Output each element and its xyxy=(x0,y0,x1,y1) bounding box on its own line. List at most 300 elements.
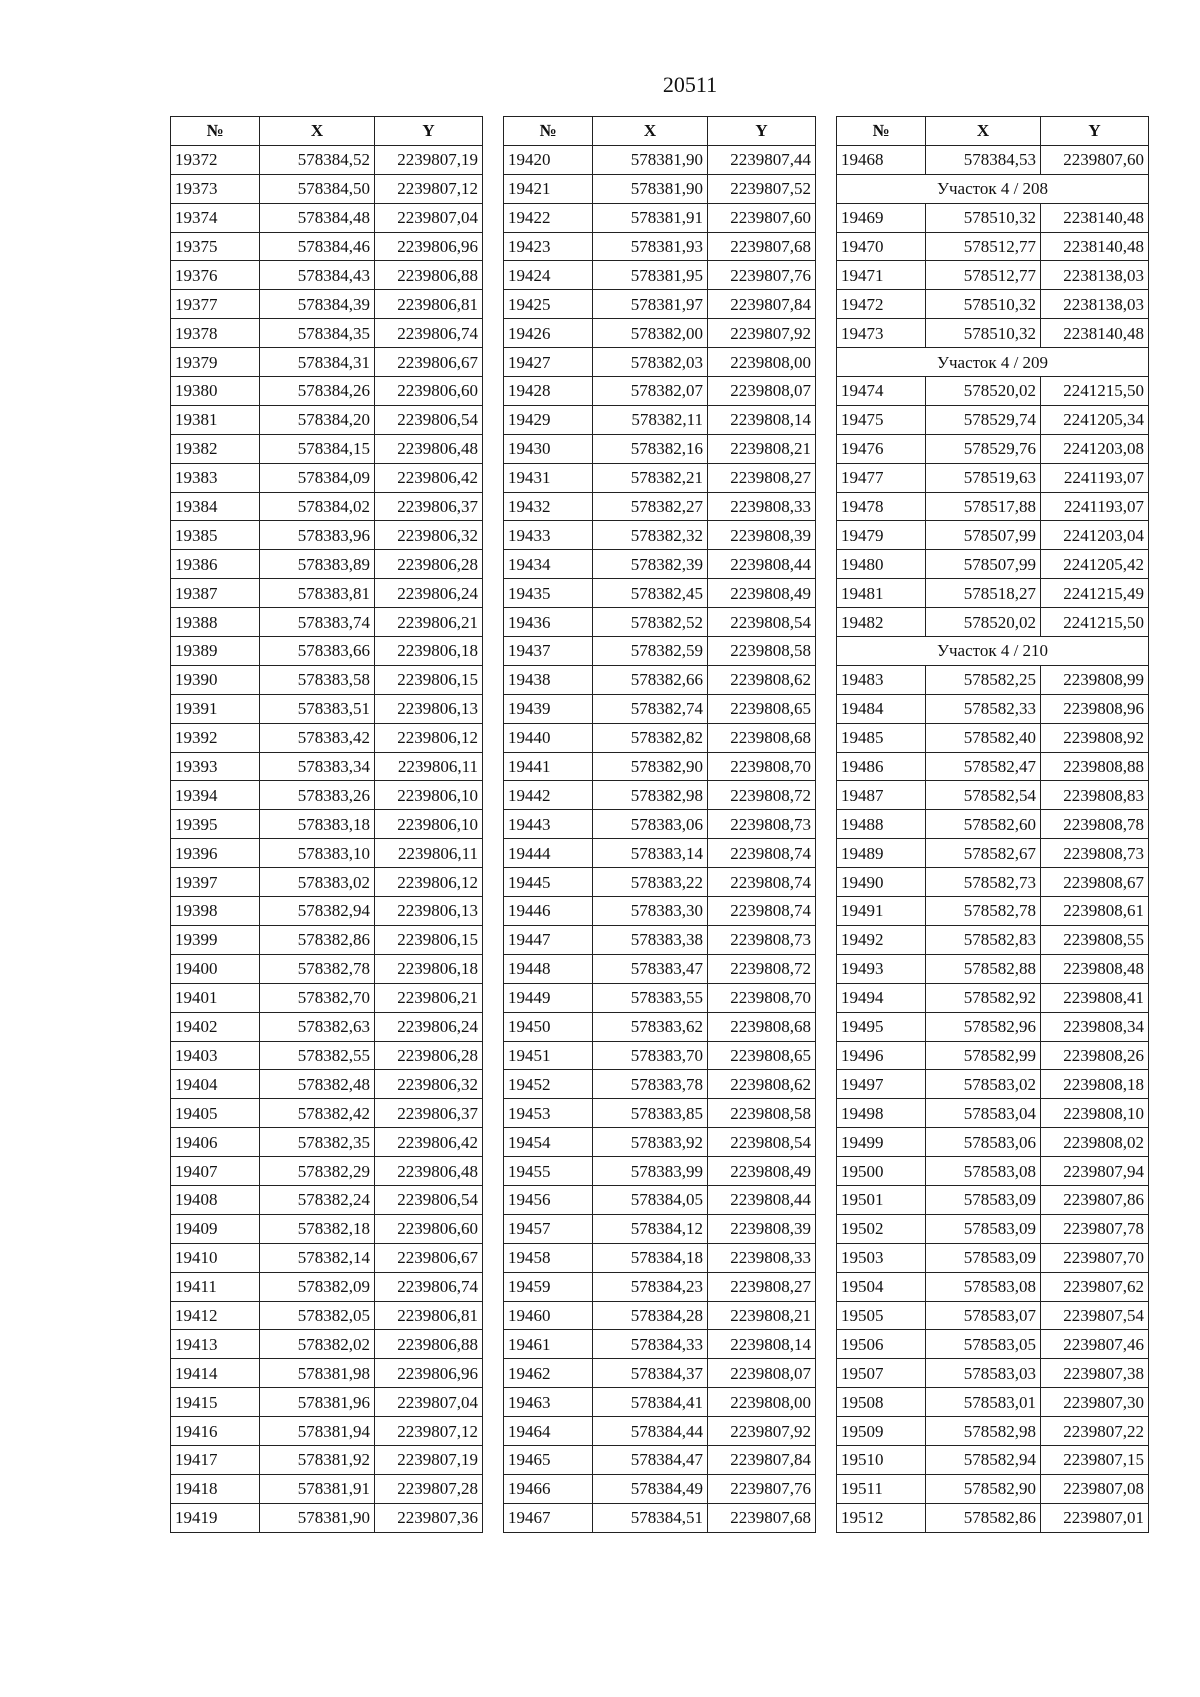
y-coordinate-cell: 2239807,44 xyxy=(708,145,816,174)
table-row xyxy=(837,261,1149,290)
y-coordinate-cell: 2239808,48 xyxy=(1041,954,1149,983)
point-number-cell: 19453 xyxy=(504,1099,593,1128)
y-coordinate-cell: 2239808,54 xyxy=(708,608,816,637)
table-row xyxy=(504,550,816,579)
table-row xyxy=(837,868,1149,897)
point-number-cell: 19442 xyxy=(504,781,593,810)
x-coordinate-cell: 578384,52 xyxy=(260,145,375,174)
point-number-cell: 19410 xyxy=(171,1243,260,1272)
y-coordinate-cell: 2239806,11 xyxy=(375,839,483,868)
x-coordinate-cell: 578381,94 xyxy=(260,1417,375,1446)
table-row xyxy=(504,810,816,839)
table-row xyxy=(837,983,1149,1012)
table-row xyxy=(504,1474,816,1503)
x-coordinate-cell: 578384,51 xyxy=(593,1503,708,1532)
table-row xyxy=(171,637,483,666)
y-coordinate-cell: 2241215,49 xyxy=(1041,579,1149,608)
point-number-cell: 19389 xyxy=(171,637,260,666)
y-coordinate-cell: 2239806,32 xyxy=(375,521,483,550)
table-row xyxy=(504,1214,816,1243)
point-number-cell: 19426 xyxy=(504,319,593,348)
point-number-cell: 19402 xyxy=(171,1012,260,1041)
table-row xyxy=(171,781,483,810)
x-coordinate-cell: 578382,74 xyxy=(593,694,708,723)
x-coordinate-cell: 578383,92 xyxy=(593,1128,708,1157)
x-coordinate-cell: 578382,05 xyxy=(260,1301,375,1330)
x-coordinate-cell: 578383,06 xyxy=(593,810,708,839)
point-number-cell: 19484 xyxy=(837,694,926,723)
point-number-cell: 19483 xyxy=(837,665,926,694)
section-title: Участок 4 / 208 xyxy=(837,174,1149,203)
table-row xyxy=(504,694,816,723)
y-coordinate-cell: 2239808,41 xyxy=(1041,983,1149,1012)
x-coordinate-cell: 578583,01 xyxy=(926,1388,1041,1417)
x-coordinate-cell: 578381,96 xyxy=(260,1388,375,1417)
table-row xyxy=(837,954,1149,983)
point-number-cell: 19435 xyxy=(504,579,593,608)
y-coordinate-cell: 2239807,70 xyxy=(1041,1243,1149,1272)
section-title: Участок 4 / 209 xyxy=(837,348,1149,377)
x-coordinate-cell: 578383,14 xyxy=(593,839,708,868)
table-header-row xyxy=(171,117,483,146)
table-row xyxy=(504,377,816,406)
point-number-cell: 19440 xyxy=(504,723,593,752)
table-header-row xyxy=(837,117,1149,146)
x-coordinate-cell: 578384,43 xyxy=(260,261,375,290)
section-title: Участок 4 / 210 xyxy=(837,637,1149,666)
y-coordinate-cell: 2239808,39 xyxy=(708,521,816,550)
point-number-cell: 19471 xyxy=(837,261,926,290)
x-coordinate-cell: 578381,90 xyxy=(593,174,708,203)
y-coordinate-cell: 2238140,48 xyxy=(1041,319,1149,348)
table-row xyxy=(171,145,483,174)
point-number-cell: 19443 xyxy=(504,810,593,839)
y-coordinate-cell: 2239807,12 xyxy=(375,1417,483,1446)
x-coordinate-cell: 578510,32 xyxy=(926,290,1041,319)
point-number-cell: 19377 xyxy=(171,290,260,319)
point-number-cell: 19499 xyxy=(837,1128,926,1157)
point-number-cell: 19372 xyxy=(171,145,260,174)
x-coordinate-cell: 578383,70 xyxy=(593,1041,708,1070)
column-header-x: X xyxy=(926,117,1041,146)
x-coordinate-cell: 578382,16 xyxy=(593,434,708,463)
x-coordinate-cell: 578383,47 xyxy=(593,954,708,983)
y-coordinate-cell: 2239808,14 xyxy=(708,405,816,434)
y-coordinate-cell: 2239807,84 xyxy=(708,290,816,319)
y-coordinate-cell: 2239807,19 xyxy=(375,145,483,174)
x-coordinate-cell: 578383,22 xyxy=(593,868,708,897)
point-number-cell: 19401 xyxy=(171,983,260,1012)
point-number-cell: 19433 xyxy=(504,521,593,550)
x-coordinate-cell: 578381,97 xyxy=(593,290,708,319)
table-row xyxy=(504,608,816,637)
column-header-y: Y xyxy=(1041,117,1149,146)
table-row xyxy=(504,868,816,897)
y-coordinate-cell: 2239808,74 xyxy=(708,897,816,926)
y-coordinate-cell: 2239807,86 xyxy=(1041,1185,1149,1214)
y-coordinate-cell: 2239808,62 xyxy=(708,665,816,694)
point-number-cell: 19405 xyxy=(171,1099,260,1128)
point-number-cell: 19455 xyxy=(504,1157,593,1186)
point-number-cell: 19394 xyxy=(171,781,260,810)
table-row xyxy=(504,492,816,521)
table-row xyxy=(837,694,1149,723)
table-row xyxy=(837,434,1149,463)
point-number-cell: 19505 xyxy=(837,1301,926,1330)
point-number-cell: 19512 xyxy=(837,1503,926,1532)
x-coordinate-cell: 578518,27 xyxy=(926,579,1041,608)
x-coordinate-cell: 578382,07 xyxy=(593,377,708,406)
table-row xyxy=(171,810,483,839)
x-coordinate-cell: 578582,98 xyxy=(926,1417,1041,1446)
x-coordinate-cell: 578384,20 xyxy=(260,405,375,434)
y-coordinate-cell: 2239806,54 xyxy=(375,1185,483,1214)
point-number-cell: 19421 xyxy=(504,174,593,203)
point-number-cell: 19491 xyxy=(837,897,926,926)
table-row xyxy=(837,665,1149,694)
column-header-y: Y xyxy=(375,117,483,146)
y-coordinate-cell: 2239808,88 xyxy=(1041,752,1149,781)
x-coordinate-cell: 578383,30 xyxy=(593,897,708,926)
x-coordinate-cell: 578582,86 xyxy=(926,1503,1041,1532)
point-number-cell: 19460 xyxy=(504,1301,593,1330)
point-number-cell: 19438 xyxy=(504,665,593,694)
x-coordinate-cell: 578381,93 xyxy=(593,232,708,261)
x-coordinate-cell: 578384,12 xyxy=(593,1214,708,1243)
x-coordinate-cell: 578382,42 xyxy=(260,1099,375,1128)
y-coordinate-cell: 2239806,54 xyxy=(375,405,483,434)
point-number-cell: 19415 xyxy=(171,1388,260,1417)
point-number-cell: 19386 xyxy=(171,550,260,579)
table-row xyxy=(837,839,1149,868)
point-number-cell: 19509 xyxy=(837,1417,926,1446)
table-row xyxy=(171,1272,483,1301)
point-number-cell: 19382 xyxy=(171,434,260,463)
coordinate-table-3 xyxy=(836,116,1149,1533)
table-row xyxy=(837,550,1149,579)
x-coordinate-cell: 578519,63 xyxy=(926,463,1041,492)
table-row xyxy=(171,290,483,319)
y-coordinate-cell: 2238138,03 xyxy=(1041,290,1149,319)
y-coordinate-cell: 2239806,81 xyxy=(375,290,483,319)
x-coordinate-cell: 578383,10 xyxy=(260,839,375,868)
table-row xyxy=(837,1214,1149,1243)
point-number-cell: 19473 xyxy=(837,319,926,348)
x-coordinate-cell: 578382,63 xyxy=(260,1012,375,1041)
x-coordinate-cell: 578583,08 xyxy=(926,1272,1041,1301)
point-number-cell: 19479 xyxy=(837,521,926,550)
y-coordinate-cell: 2239807,46 xyxy=(1041,1330,1149,1359)
table-row xyxy=(171,203,483,232)
x-coordinate-cell: 578381,90 xyxy=(593,145,708,174)
point-number-cell: 19500 xyxy=(837,1157,926,1186)
table-row xyxy=(171,492,483,521)
x-coordinate-cell: 578582,99 xyxy=(926,1041,1041,1070)
y-coordinate-cell: 2239806,11 xyxy=(375,752,483,781)
point-number-cell: 19419 xyxy=(171,1503,260,1532)
y-coordinate-cell: 2239808,34 xyxy=(1041,1012,1149,1041)
y-coordinate-cell: 2239808,92 xyxy=(1041,723,1149,752)
column-header-number: № xyxy=(837,117,926,146)
x-coordinate-cell: 578382,09 xyxy=(260,1272,375,1301)
x-coordinate-cell: 578582,54 xyxy=(926,781,1041,810)
table-row xyxy=(504,1012,816,1041)
x-coordinate-cell: 578383,74 xyxy=(260,608,375,637)
point-number-cell: 19511 xyxy=(837,1474,926,1503)
table-row xyxy=(171,550,483,579)
y-coordinate-cell: 2239807,68 xyxy=(708,1503,816,1532)
point-number-cell: 19498 xyxy=(837,1099,926,1128)
point-number-cell: 19464 xyxy=(504,1417,593,1446)
x-coordinate-cell: 578384,53 xyxy=(926,145,1041,174)
point-number-cell: 19452 xyxy=(504,1070,593,1099)
y-coordinate-cell: 2239808,49 xyxy=(708,579,816,608)
x-coordinate-cell: 578529,74 xyxy=(926,405,1041,434)
table-row xyxy=(504,954,816,983)
table-row xyxy=(171,1012,483,1041)
y-coordinate-cell: 2239806,24 xyxy=(375,1012,483,1041)
table-row xyxy=(504,319,816,348)
point-number-cell: 19504 xyxy=(837,1272,926,1301)
point-number-cell: 19486 xyxy=(837,752,926,781)
point-number-cell: 19408 xyxy=(171,1185,260,1214)
table-row xyxy=(504,665,816,694)
y-coordinate-cell: 2239808,72 xyxy=(708,954,816,983)
x-coordinate-cell: 578384,39 xyxy=(260,290,375,319)
point-number-cell: 19465 xyxy=(504,1445,593,1474)
x-coordinate-cell: 578507,99 xyxy=(926,521,1041,550)
x-coordinate-cell: 578382,00 xyxy=(593,319,708,348)
x-coordinate-cell: 578383,78 xyxy=(593,1070,708,1099)
y-coordinate-cell: 2239808,33 xyxy=(708,1243,816,1272)
x-coordinate-cell: 578512,77 xyxy=(926,232,1041,261)
table-row xyxy=(837,232,1149,261)
x-coordinate-cell: 578384,15 xyxy=(260,434,375,463)
x-coordinate-cell: 578383,02 xyxy=(260,868,375,897)
y-coordinate-cell: 2239806,21 xyxy=(375,983,483,1012)
point-number-cell: 19492 xyxy=(837,925,926,954)
table-row xyxy=(504,348,816,377)
table-row xyxy=(171,1359,483,1388)
table-row xyxy=(171,694,483,723)
point-number-cell: 19487 xyxy=(837,781,926,810)
point-number-cell: 19429 xyxy=(504,405,593,434)
y-coordinate-cell: 2239806,37 xyxy=(375,1099,483,1128)
point-number-cell: 19468 xyxy=(837,145,926,174)
point-number-cell: 19454 xyxy=(504,1128,593,1157)
table-row xyxy=(504,579,816,608)
x-coordinate-cell: 578382,48 xyxy=(260,1070,375,1099)
point-number-cell: 19422 xyxy=(504,203,593,232)
y-coordinate-cell: 2239806,67 xyxy=(375,348,483,377)
y-coordinate-cell: 2239807,08 xyxy=(1041,1474,1149,1503)
table-row xyxy=(171,723,483,752)
x-coordinate-cell: 578382,02 xyxy=(260,1330,375,1359)
x-coordinate-cell: 578583,09 xyxy=(926,1243,1041,1272)
y-coordinate-cell: 2239808,00 xyxy=(708,348,816,377)
point-number-cell: 19449 xyxy=(504,983,593,1012)
y-coordinate-cell: 2239807,92 xyxy=(708,1417,816,1446)
point-number-cell: 19406 xyxy=(171,1128,260,1157)
x-coordinate-cell: 578583,02 xyxy=(926,1070,1041,1099)
x-coordinate-cell: 578384,26 xyxy=(260,377,375,406)
x-coordinate-cell: 578583,06 xyxy=(926,1128,1041,1157)
point-number-cell: 19420 xyxy=(504,145,593,174)
point-number-cell: 19399 xyxy=(171,925,260,954)
point-number-cell: 19391 xyxy=(171,694,260,723)
table-row xyxy=(504,145,816,174)
table-row xyxy=(171,954,483,983)
point-number-cell: 19444 xyxy=(504,839,593,868)
table-row xyxy=(171,925,483,954)
y-coordinate-cell: 2239807,01 xyxy=(1041,1503,1149,1532)
point-number-cell: 19461 xyxy=(504,1330,593,1359)
y-coordinate-cell: 2239806,24 xyxy=(375,579,483,608)
y-coordinate-cell: 2239806,48 xyxy=(375,434,483,463)
point-number-cell: 19439 xyxy=(504,694,593,723)
point-number-cell: 19480 xyxy=(837,550,926,579)
point-number-cell: 19446 xyxy=(504,897,593,926)
x-coordinate-cell: 578384,02 xyxy=(260,492,375,521)
table-row xyxy=(171,1070,483,1099)
point-number-cell: 19472 xyxy=(837,290,926,319)
y-coordinate-cell: 2241215,50 xyxy=(1041,608,1149,637)
point-number-cell: 19418 xyxy=(171,1474,260,1503)
point-number-cell: 19466 xyxy=(504,1474,593,1503)
table-row xyxy=(504,1243,816,1272)
table-row xyxy=(171,1445,483,1474)
point-number-cell: 19459 xyxy=(504,1272,593,1301)
point-number-cell: 19462 xyxy=(504,1359,593,1388)
point-number-cell: 19427 xyxy=(504,348,593,377)
y-coordinate-cell: 2239808,27 xyxy=(708,1272,816,1301)
table-row xyxy=(837,1330,1149,1359)
x-coordinate-cell: 578583,09 xyxy=(926,1185,1041,1214)
x-coordinate-cell: 578383,42 xyxy=(260,723,375,752)
column-header-number: № xyxy=(171,117,260,146)
point-number-cell: 19417 xyxy=(171,1445,260,1474)
x-coordinate-cell: 578384,28 xyxy=(593,1301,708,1330)
x-coordinate-cell: 578529,76 xyxy=(926,434,1041,463)
point-number-cell: 19409 xyxy=(171,1214,260,1243)
x-coordinate-cell: 578382,35 xyxy=(260,1128,375,1157)
x-coordinate-cell: 578384,31 xyxy=(260,348,375,377)
y-coordinate-cell: 2241193,07 xyxy=(1041,463,1149,492)
column-header-x: X xyxy=(593,117,708,146)
y-coordinate-cell: 2239807,84 xyxy=(708,1445,816,1474)
x-coordinate-cell: 578583,04 xyxy=(926,1099,1041,1128)
x-coordinate-cell: 578383,81 xyxy=(260,579,375,608)
y-coordinate-cell: 2239808,07 xyxy=(708,377,816,406)
point-number-cell: 19400 xyxy=(171,954,260,983)
table-row xyxy=(504,1359,816,1388)
x-coordinate-cell: 578383,55 xyxy=(593,983,708,1012)
point-number-cell: 19475 xyxy=(837,405,926,434)
table-row xyxy=(837,1272,1149,1301)
table-row xyxy=(837,1445,1149,1474)
x-coordinate-cell: 578382,24 xyxy=(260,1185,375,1214)
table-row xyxy=(504,521,816,550)
table-row xyxy=(504,1330,816,1359)
x-coordinate-cell: 578382,14 xyxy=(260,1243,375,1272)
table-row xyxy=(171,1301,483,1330)
x-coordinate-cell: 578382,66 xyxy=(593,665,708,694)
x-coordinate-cell: 578507,99 xyxy=(926,550,1041,579)
table-row xyxy=(837,1417,1149,1446)
x-coordinate-cell: 578382,94 xyxy=(260,897,375,926)
x-coordinate-cell: 578383,38 xyxy=(593,925,708,954)
x-coordinate-cell: 578384,41 xyxy=(593,1388,708,1417)
x-coordinate-cell: 578582,96 xyxy=(926,1012,1041,1041)
x-coordinate-cell: 578582,88 xyxy=(926,954,1041,983)
x-coordinate-cell: 578582,94 xyxy=(926,1445,1041,1474)
y-coordinate-cell: 2239806,13 xyxy=(375,897,483,926)
table-row xyxy=(504,1301,816,1330)
y-coordinate-cell: 2239807,60 xyxy=(1041,145,1149,174)
y-coordinate-cell: 2239808,58 xyxy=(708,1099,816,1128)
x-coordinate-cell: 578381,92 xyxy=(260,1445,375,1474)
table-row xyxy=(837,1099,1149,1128)
table-row xyxy=(171,377,483,406)
point-number-cell: 19388 xyxy=(171,608,260,637)
y-coordinate-cell: 2239808,44 xyxy=(708,550,816,579)
table-row xyxy=(837,405,1149,434)
y-coordinate-cell: 2241215,50 xyxy=(1041,377,1149,406)
table-row xyxy=(171,1099,483,1128)
table-row xyxy=(504,405,816,434)
x-coordinate-cell: 578520,02 xyxy=(926,608,1041,637)
table-row xyxy=(837,1041,1149,1070)
table-row xyxy=(504,1070,816,1099)
y-coordinate-cell: 2239807,15 xyxy=(1041,1445,1149,1474)
x-coordinate-cell: 578582,67 xyxy=(926,839,1041,868)
x-coordinate-cell: 578383,34 xyxy=(260,752,375,781)
point-number-cell: 19496 xyxy=(837,1041,926,1070)
table-row xyxy=(171,1417,483,1446)
point-number-cell: 19458 xyxy=(504,1243,593,1272)
x-coordinate-cell: 578583,09 xyxy=(926,1214,1041,1243)
y-coordinate-cell: 2239808,73 xyxy=(1041,839,1149,868)
y-coordinate-cell: 2239808,61 xyxy=(1041,897,1149,926)
x-coordinate-cell: 578384,33 xyxy=(593,1330,708,1359)
point-number-cell: 19507 xyxy=(837,1359,926,1388)
point-number-cell: 19373 xyxy=(171,174,260,203)
y-coordinate-cell: 2239808,26 xyxy=(1041,1041,1149,1070)
y-coordinate-cell: 2239807,92 xyxy=(708,319,816,348)
y-coordinate-cell: 2239807,28 xyxy=(375,1474,483,1503)
table-row xyxy=(171,839,483,868)
table-row xyxy=(171,174,483,203)
column-header-y: Y xyxy=(708,117,816,146)
table-row xyxy=(837,1070,1149,1099)
table-row xyxy=(171,463,483,492)
y-coordinate-cell: 2239806,74 xyxy=(375,319,483,348)
y-coordinate-cell: 2239806,15 xyxy=(375,665,483,694)
x-coordinate-cell: 578382,52 xyxy=(593,608,708,637)
table-row xyxy=(504,925,816,954)
table-row xyxy=(504,637,816,666)
y-coordinate-cell: 2239806,88 xyxy=(375,261,483,290)
y-coordinate-cell: 2239806,15 xyxy=(375,925,483,954)
point-number-cell: 19414 xyxy=(171,1359,260,1388)
x-coordinate-cell: 578583,03 xyxy=(926,1359,1041,1388)
x-coordinate-cell: 578520,02 xyxy=(926,377,1041,406)
table-row xyxy=(171,868,483,897)
table-row xyxy=(837,1359,1149,1388)
table-row xyxy=(171,434,483,463)
point-number-cell: 19474 xyxy=(837,377,926,406)
y-coordinate-cell: 2239807,76 xyxy=(708,1474,816,1503)
